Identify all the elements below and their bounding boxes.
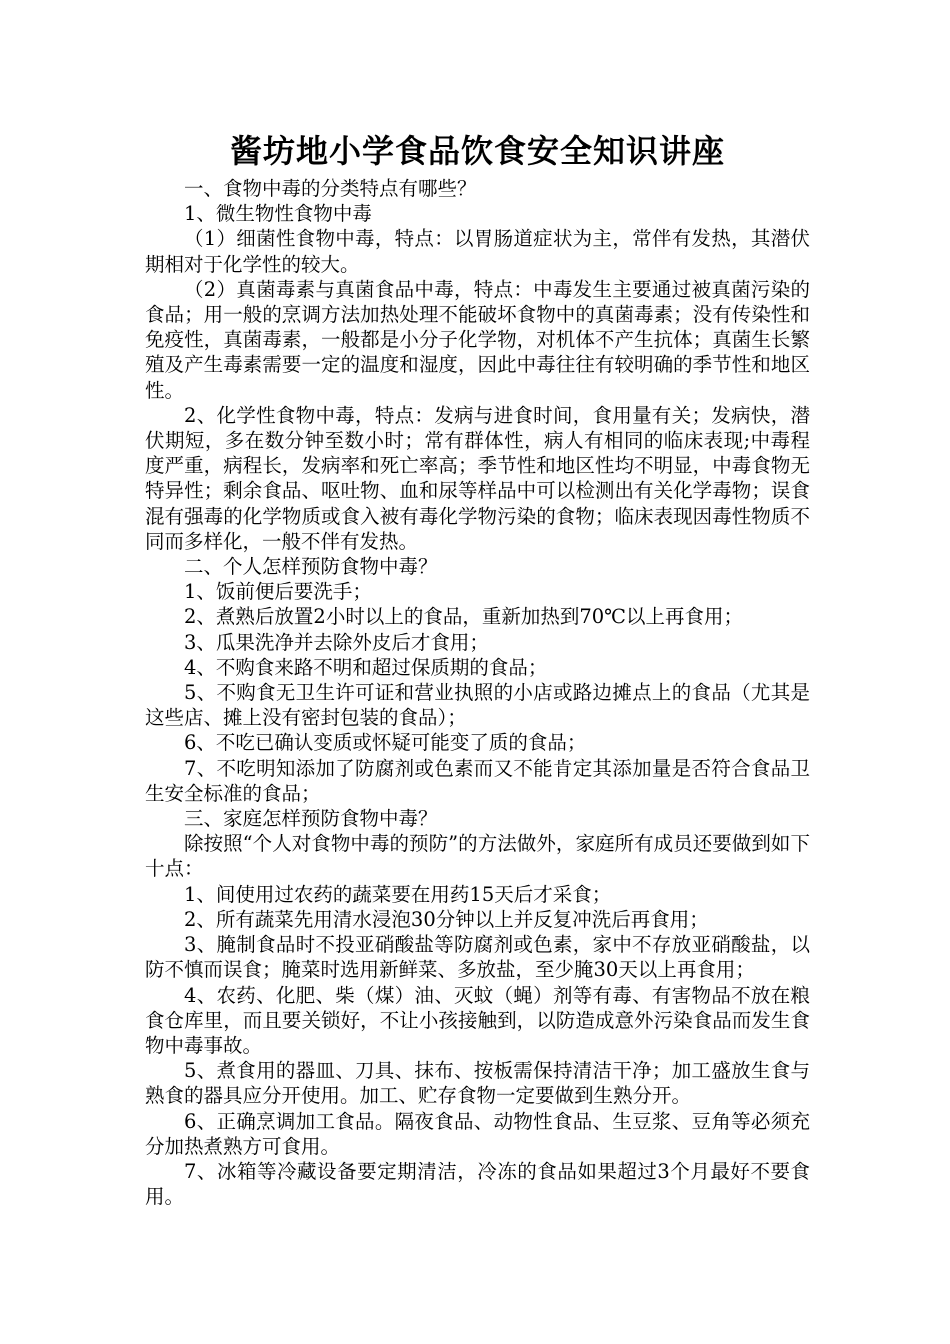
list-item: 7、冰箱等冷藏设备要定期清洁，冷冻的食品如果超过3个月最好不要食用。 (145, 1159, 810, 1209)
paragraph: 除按照“个人对食物中毒的预防”的方法做外，家庭所有成员还要做到如下十点： (145, 832, 810, 881)
paragraph: 2、化学性食物中毒，特点：发病与进食时间，食用量有关；发病快，潜伏期短，多在数分钟至数小时；常有群体性，病人有相同的临床表现;中毒程度严重，病程长，发病率和死亡率高；季节性和地区性均不明显，中毒食物无特异性；剩余食品、呕吐物、血和尿等样品中可以检测出有关化学毒物；误食混有强毒的化学物质或食入被有毒化学物污染的食物；临床表现因毒性物质不同而多样化，一般不伴有发热。 (145, 403, 810, 553)
list-item: 3、腌制食品时不投亚硝酸盐等防腐剂或色素，家中不存放亚硝酸盐，以防不慎而误食；腌菜时选用新鲜菜、多放盐，至少腌30天以上再食用； (145, 933, 810, 982)
list-item: 2、所有蔬菜先用清水浸泡30分钟以上并反复冲洗后再食用； (184, 907, 709, 931)
document-title: 酱坊地小学食品饮食安全知识讲座 (229, 132, 725, 170)
list-item: 4、不购食来路不明和超过保质期的食品； (184, 655, 548, 679)
document-page (145, 128, 810, 1209)
list-item: 7、不吃明知添加了防腐剂或色素而又不能肯定其添加量是否符合食品卫生安全标准的食品； (145, 756, 810, 805)
paragraph: （2）真菌毒素与真菌食品中毒，特点：中毒发生主要通过被真菌污染的食品；用一般的烹调方法加热处理不能破坏食物中的真菌毒素；没有传染性和免疫性，真菌毒素，一般都是小分子化学物，对机体不产生抗体；真菌生长繁殖及产生毒素需要一定的温度和湿度，因此中毒往往有较明确的季节性和地区性。 (145, 277, 810, 402)
list-item: 1、饭前便后要洗手； (184, 580, 372, 604)
list-item: 6、正确烹调加工食品。隔夜食品、动物性食品、生豆浆、豆角等必须充分加热煮熟方可食用。 (145, 1109, 810, 1158)
list-item: 2、煮熟后放置2小时以上的食品，重新加热到70℃以上再食用； (184, 605, 743, 629)
list-item: 4、农药、化肥、柴（煤）油、灭蚊（蝇）剂等有毒、有害物品不放在粮食仓库里，而且要关锁好，不让小孩接触到，以防造成意外污染食品而发生食物中毒事故。 (145, 983, 810, 1057)
section-heading-2: 二、个人怎样预防食物中毒？ (184, 555, 438, 579)
paragraph: （1）细菌性食物中毒，特点：以胃肠道症状为主，常伴有发热，其潜伏期相对于化学性的较大。 (145, 227, 810, 276)
paragraph: 1、微生物性食物中毒 (184, 202, 372, 226)
section-heading-1: 一、食物中毒的分类特点有哪些？ (184, 177, 477, 200)
section-heading-3: 三、家庭怎样预防食物中毒？ (184, 807, 438, 831)
document-body (145, 176, 810, 1209)
list-item: 6、不吃已确认变质或怀疑可能变了质的食品； (184, 731, 587, 755)
list-item: 1、间使用过农药的蔬菜要在用药15天后才采食； (184, 882, 612, 906)
list-item: 5、煮食用的器皿、刀具、抹布、按板需保持清洁干净；加工盛放生食与熟食的器具应分开使用。加工、贮存食物一定要做到生熟分开。 (145, 1059, 810, 1108)
list-item: 3、瓜果洗净并去除外皮后才食用； (184, 630, 489, 654)
list-item: 5、不购食无卫生许可证和营业执照的小店或路边摊点上的食品（尤其是这些店、摊上没有密封包装的食品）； (145, 681, 810, 730)
